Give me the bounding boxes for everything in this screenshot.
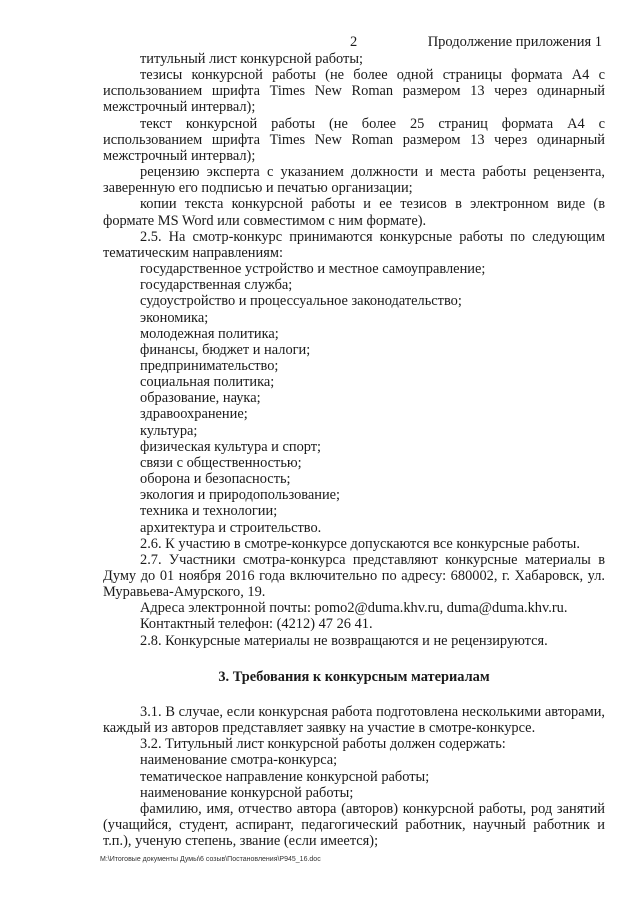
requirement-item-author: фамилию, имя, отчество автора (авторов) конкурсной работы, род занятий (учащийся, студент, аспирант, педагогический работник, научный работник и т.п.), ученую степень, звание (если имеется); bbox=[103, 800, 605, 850]
topic-item: молодежная политика; bbox=[140, 325, 279, 342]
topic-item: архитектура и строительство. bbox=[140, 519, 322, 536]
topic-item: государственная служба; bbox=[140, 277, 293, 294]
topic-item: оборона и безопасность; bbox=[140, 471, 291, 488]
section-heading: 3. Требования к конкурсным материалам bbox=[218, 668, 490, 685]
appendix-continuation-label: Продолжение приложения 1 bbox=[427, 34, 602, 50]
topic-item: судоустройство и процессуальное законодательство; bbox=[140, 293, 462, 310]
list-item-title-page: титульный лист конкурсной работы; bbox=[140, 51, 364, 67]
page-number: 2 bbox=[350, 34, 358, 50]
file-path-footer: M:\Итоговые документы Думы\6 созыв\Постановления\P945_16.doc bbox=[100, 856, 321, 863]
requirement-item: наименование конкурсной работы; bbox=[140, 784, 354, 801]
clause-2-5: 2.5. На смотр-конкурс принимаются конкурсные работы по следующим тематическим направлениям: bbox=[103, 228, 605, 261]
list-item-work-text: текст конкурсной работы (не более 25 страниц формата А4 с использованием шрифта Times New Roman размером 13 через одинарный межстрочный интервал); bbox=[103, 115, 605, 164]
contact-phone: Контактный телефон: (4212) 47 26 41. bbox=[140, 616, 373, 633]
clause-2-8: 2.8. Конкурсные материалы не возвращаются и не рецензируются. bbox=[140, 632, 548, 649]
list-item-electronic-copies: копии текста конкурсной работы и ее тезисов в электронном виде (в формате MS Word или совместимом с ним формате). bbox=[103, 196, 605, 229]
topic-item: социальная политика; bbox=[140, 374, 275, 391]
topic-item: экология и природопользование; bbox=[140, 487, 341, 504]
topic-item: государственное устройство и местное самоуправление; bbox=[140, 261, 486, 278]
list-item-theses: тезисы конкурсной работы (не более одной страницы формата А4 с использованием шрифта Times New Roman размером 13 через одинарный межстрочный интервал); bbox=[103, 67, 605, 116]
requirement-item: тематическое направление конкурсной работы; bbox=[140, 768, 430, 785]
email-addresses: Адреса электронной почты: pomo2@duma.khv.ru, duma@duma.khv.ru. bbox=[140, 600, 568, 617]
topic-item: техника и технологии; bbox=[140, 503, 278, 520]
clause-2-6: 2.6. К участию в смотре-конкурсе допускаются все конкурсные работы. bbox=[140, 535, 580, 552]
topic-item: связи с общественностью; bbox=[140, 454, 302, 471]
requirement-item: наименование смотра-конкурса; bbox=[140, 752, 338, 769]
topic-item: здравоохранение; bbox=[140, 406, 248, 423]
topic-item: финансы, бюджет и налоги; bbox=[140, 341, 311, 358]
clause-3-2: 3.2. Титульный лист конкурсной работы должен содержать: bbox=[140, 736, 506, 753]
clause-2-7: 2.7. Участники смотра-конкурса представляют конкурсные материалы в Думу до 01 ноября 2016 года включительно по адресу: 680002, г. Хабаровск, ул. Муравьева-Амурского, 19. bbox=[103, 551, 605, 601]
topic-item: предпринимательство; bbox=[140, 357, 279, 374]
topic-item: образование, наука; bbox=[140, 390, 261, 407]
clause-3-1: 3.1. В случае, если конкурсная работа подготовлена несколькими авторами, каждый из авторов представляет заявку на участие в смотре-конкурсе. bbox=[103, 703, 605, 737]
topic-item: экономика; bbox=[140, 309, 209, 326]
document-body bbox=[103, 51, 605, 849]
topic-item: культура; bbox=[140, 422, 198, 439]
list-item-expert-review: рецензию эксперта с указанием должности и места работы рецензента, заверенную его подписью и печатью организации; bbox=[103, 164, 605, 197]
topic-item: физическая культура и спорт; bbox=[140, 438, 322, 455]
